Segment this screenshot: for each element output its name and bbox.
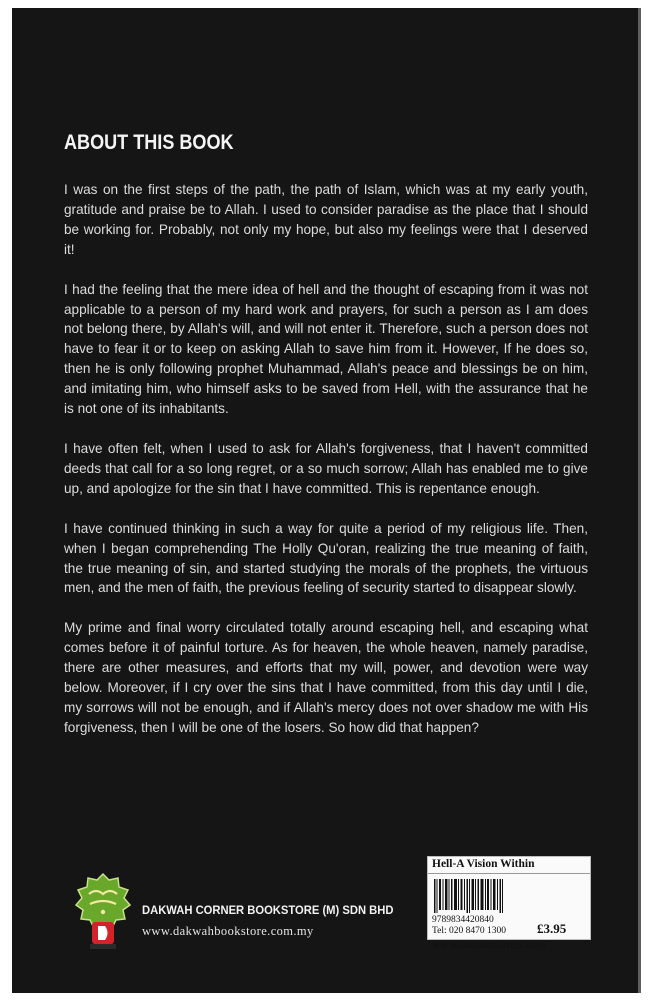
paragraph: I have continued thinking in such a way for quite a period of my religious life. Then, when I began comprehending The Holly Qu'oran, realizing the true meaning of faith, the true meaning of sin, and started studying the morals of the prophets, the virtuous men, and the men of faith, the previous feeling of security started to disappear slowly.: [64, 520, 588, 596]
isbn-number: 9789834420840: [432, 915, 494, 925]
price: £3.95: [537, 921, 567, 936]
dakwah-corner-logo-icon: [72, 872, 134, 952]
price-sticker: [427, 856, 591, 951]
sticker-title: Hell-A Vision Within: [432, 858, 535, 870]
retailer-website: www.zamzamdirect.com: [432, 939, 547, 951]
paragraph: I was on the first steps of the path, the path of Islam, which was at my early youth, gratitude and praise be to Allah. I used to consider paradise as the place that I should be working for. Probably, not only my hope, but also my feelings were that I deserved it!: [64, 182, 588, 257]
publisher-block: [72, 872, 394, 952]
phone-number: Tel: 020 8470 1300: [432, 926, 507, 936]
about-text: [64, 180, 588, 758]
section-heading: ABOUT THIS BOOK: [64, 131, 234, 154]
paragraph: My prime and final worry circulated totally around escaping hell, and escaping what comes before it of painful torture. As for heaven, the whole heaven, namely paradise, there are other measures, and efforts that my will, power, and devotion were way below. Moreover, if I cry over the sins that I have committed, from this day until I die, my sorrows will not be enough, and if Allah's mercy does not over shadow me with His forgiveness, then I will be one of the losers. So how did that happen?: [64, 620, 588, 735]
publisher-name: DAKWAH CORNER BOOKSTORE (M) SDN BHD: [142, 903, 394, 917]
divider: [428, 873, 590, 874]
paragraph: I had the feeling that the mere idea of hell and the thought of escaping from it was not applicable to a person of my hard work and prayers, for such a person as I am does not belong there, by Allah's will, and will not enter it. Therefore, such a person does not have to fear it or to keep on asking Allah to save him from it. However, If he does so, then he is only following prophet Muhammad, Allah's peace and blessings be on him, and imitating him, who himself asks to be saved from Hell, with the assurance that he is not one of its inhabitants.: [64, 281, 588, 417]
barcode-icon: [434, 879, 504, 913]
paragraph: I have often felt, when I used to ask for Allah's forgiveness, that I haven't committed deeds that call for a so long regret, or a so much sorrow; Allah has enabled me to give up, and apologize for the sin that I have committed. This is repentance enough.: [64, 440, 588, 496]
publisher-url: www.dakwahbookstore.com.my: [142, 924, 314, 938]
